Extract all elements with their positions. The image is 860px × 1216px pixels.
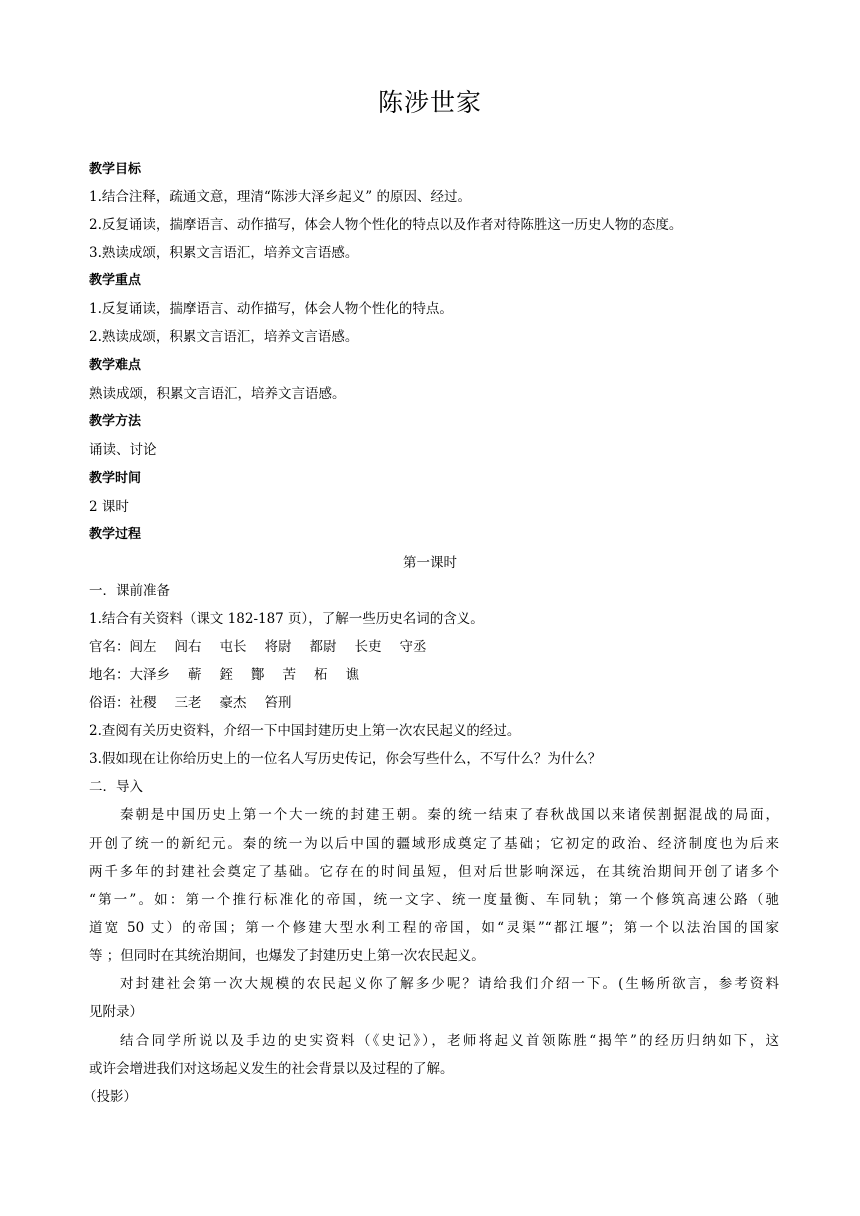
- term: 酇: [251, 667, 265, 683]
- paragraph-line: 对封建社会第一次大规模的农民起义你了解多少呢？请给我们介绍一下。(生畅所欲言，参考资料: [120, 976, 779, 992]
- term: 豪杰: [219, 695, 247, 711]
- preparation-item: 2.查阅有关历史资料，介绍一下中国封建历史上第一次农民起义的经过。: [89, 723, 521, 739]
- term: 守丞: [399, 639, 427, 655]
- paragraph-line: 道宽 50 丈）的帝国；第一个修建大型水利工程的帝国，如“灵渠”“都江堰”；第一个以法治国的国家: [89, 920, 779, 936]
- projection-note: （投影）: [83, 1089, 137, 1105]
- paragraph-line: 等 ；但同时在其统治期间，也爆发了封建历史上第一次农民起义。: [89, 948, 485, 964]
- section-heading-methods: 教学方法: [89, 414, 142, 429]
- section-heading-difficulties: 教学难点: [89, 358, 142, 373]
- preparation-item: 3.假如现在让你给历史上的一位名人写历史传记，你会写些什么，不写什么？为什么？: [89, 751, 602, 767]
- key-point-item: 2.熟读成颂，积累文言语汇，培养文言语感。: [89, 329, 359, 345]
- term: 柘: [314, 667, 328, 683]
- paragraph-line: “第一”。如：第一个推行标准化的帝国，统一文字、统一度量衡、车同轨；第一个修筑高速公路（驰: [89, 892, 779, 908]
- term: 銍: [219, 667, 233, 683]
- paragraph-line: 秦朝是中国历史上第一个大一统的封建王朝。秦的统一结束了春秋战国以来诸侯割据混战的局面，: [120, 807, 779, 823]
- term: 三老: [174, 695, 202, 711]
- objective-item: 1.结合注释，疏通文意，理清“陈涉大泽乡起义” 的原因、经过。: [89, 189, 471, 205]
- official-titles-row: [89, 637, 779, 657]
- section-heading-key-points: 教学重点: [89, 273, 142, 288]
- methods-text: 诵读、讨论: [89, 442, 157, 458]
- part-heading-introduction: 二．导入: [89, 779, 143, 795]
- time-text: 2 课时: [89, 499, 129, 515]
- term: 闾右: [174, 639, 202, 655]
- difficulty-text: 熟读成颂，积累文言语汇，培养文言语感。: [89, 386, 346, 402]
- preparation-item: 1.结合有关资料（课文 182-187 页），了解一些历史名词的含义。: [89, 611, 484, 627]
- part-heading-preparation: 一．课前准备: [89, 583, 170, 599]
- term: 谯: [345, 667, 359, 683]
- objective-item: 3.熟读成颂，积累文言语汇，培养文言语感。: [89, 245, 359, 261]
- term: 将尉: [264, 639, 292, 655]
- row-label: 官名：: [89, 639, 130, 655]
- paragraph-line: 或许会增进我们对这场起义发生的社会背景以及过程的了解。: [89, 1061, 454, 1077]
- term: 蕲: [188, 667, 202, 683]
- term: 屯长: [219, 639, 247, 655]
- term: 大泽乡: [129, 667, 170, 683]
- term: 闾左: [129, 639, 157, 655]
- term: 长吏: [354, 639, 382, 655]
- paragraph-line: 两千多年的封建社会奠定了基础。它存在的时间虽短，但对后世影响深远，在其统治期间开创了诸多个: [89, 864, 779, 880]
- section-heading-objectives: 教学目标: [89, 162, 142, 177]
- term: 都尉: [309, 639, 337, 655]
- row-label: 俗语：: [89, 695, 130, 711]
- place-names-row: [89, 665, 779, 685]
- page-title: 陈涉世家: [377, 88, 482, 117]
- term: 笞刑: [264, 695, 292, 711]
- row-label: 地名：: [89, 667, 130, 683]
- section-heading-time: 教学时间: [89, 471, 142, 486]
- term: 苦: [282, 667, 296, 683]
- paragraph-line: 结合同学所说以及手边的史实资料（《史记》），老师将起义首领陈胜“揭竿”的经历归纳如下，这: [120, 1033, 779, 1049]
- term: 社稷: [129, 695, 157, 711]
- paragraph-line: 见附录）: [89, 1004, 143, 1020]
- paragraph-line: 开创了统一的新纪元。秦的统一为以后中国的疆域形成奠定了基础；它初定的政治、经济制度也为后来: [89, 836, 779, 852]
- objective-item: 2.反复诵读，揣摩语言、动作描写，体会人物个性化的特点以及作者对待陈胜这一历史人物的态度。: [89, 217, 683, 233]
- lesson-title: 第一课时: [403, 555, 457, 571]
- key-point-item: 1.反复诵读，揣摩语言、动作描写，体会人物个性化的特点。: [89, 301, 453, 317]
- customs-row: [89, 693, 779, 713]
- section-heading-process: 教学过程: [89, 527, 142, 542]
